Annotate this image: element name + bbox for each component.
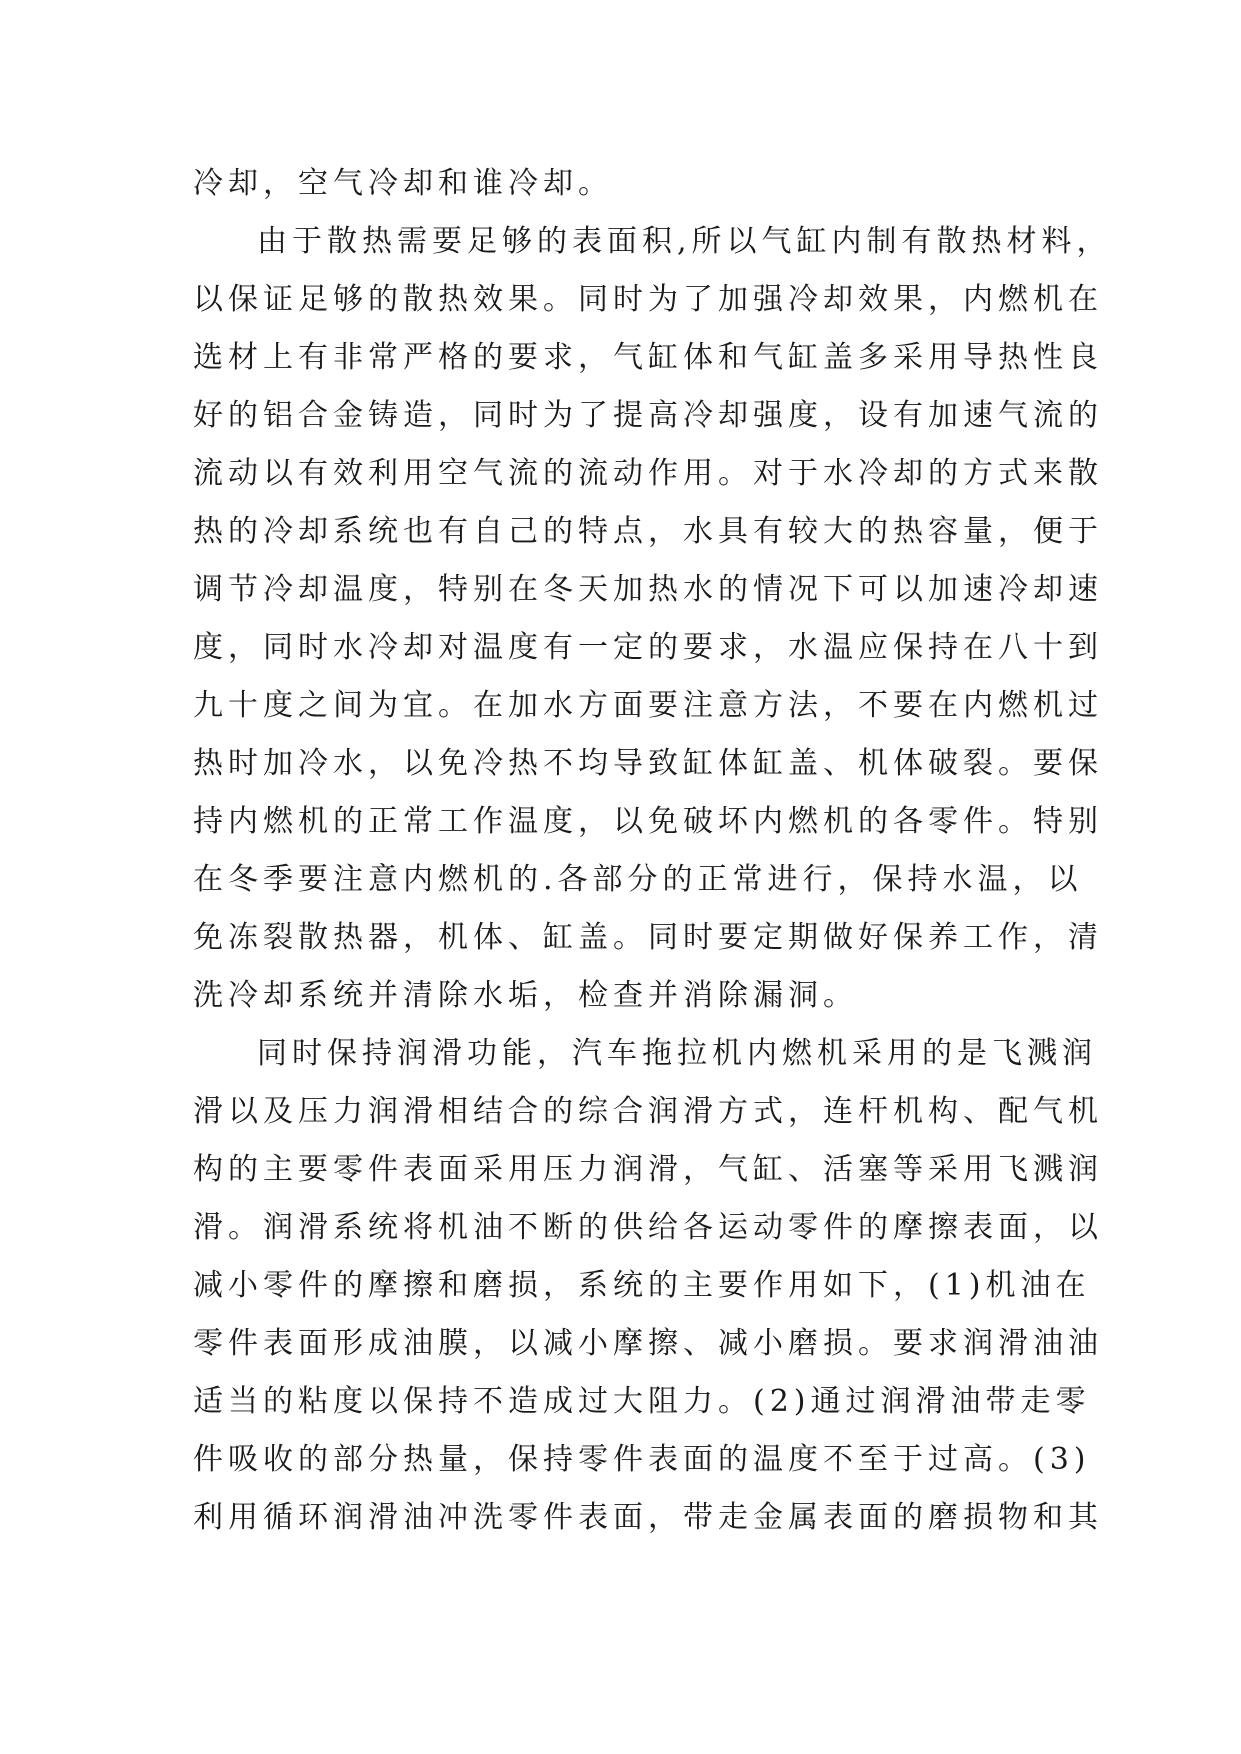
text-line: 利用循环润滑油冲洗零件表面，带走金属表面的磨损物和其 (193, 1500, 1103, 1535)
text-line: 调节冷却温度，特别在冬天加热水的情况下可以加速冷却速 (193, 572, 1103, 607)
text-line: 好的铝合金铸造，同时为了提高冷却强度，设有加速气流的 (193, 398, 1103, 433)
text-line: 零件表面形成油膜，以减小摩擦、减小磨损。要求润滑油油 (193, 1326, 1103, 1361)
text-line: 热的冷却系统也有自己的特点，水具有较大的热容量，便于 (193, 514, 1103, 549)
text-line: 选材上有非常严格的要求，气缸体和气缸盖多采用导热性良 (193, 340, 1103, 375)
text-line: 件吸收的部分热量，保持零件表面的温度不至于过高。(3) (193, 1442, 1091, 1477)
paragraph-first-line: 由于散热需要足够的表面积,所以气缸内制有散热材料， (257, 224, 1112, 259)
text-line: 滑。润滑系统将机油不断的供给各运动零件的摩擦表面，以 (193, 1210, 1103, 1245)
text-line: 热时加冷水，以免冷热不均导致缸体缸盖、机体破裂。要保 (193, 746, 1103, 781)
text-line: 构的主要零件表面采用压力润滑，气缸、活塞等采用飞溅润 (193, 1152, 1103, 1187)
body-text (193, 155, 1112, 1547)
text-line: 以保证足够的散热效果。同时为了加强冷却效果，内燃机在 (193, 282, 1103, 317)
paragraph-first-line: 同时保持润滑功能，汽车拖拉机内燃机采用的是飞溅润 (257, 1036, 1097, 1071)
text-line: 洗冷却系统并清除水垢，检查并消除漏洞。 (193, 978, 858, 1013)
text-line: 适当的粘度以保持不造成过大阻力。(2)通过润滑油带走零 (193, 1384, 1091, 1419)
text-line: 度，同时水冷却对温度有一定的要求，水温应保持在八十到 (193, 630, 1103, 665)
text-line: 流动以有效利用空气流的流动作用。对于水冷却的方式来散 (193, 456, 1103, 491)
text-line: 滑以及压力润滑相结合的综合润滑方式，连杆机构、配气机 (193, 1094, 1103, 1129)
text-line: 在冬季要注意内燃机的.各部分的正常进行，保持水温，以 (193, 862, 1083, 897)
text-line: 持内燃机的正常工作温度，以免破坏内燃机的各零件。特别 (193, 804, 1103, 839)
text-line: 免冻裂散热器，机体、缸盖。同时要定期做好保养工作，清 (193, 920, 1103, 955)
text-line: 九十度之间为宜。在加水方面要注意方法，不要在内燃机过 (193, 688, 1103, 723)
text-line: 冷却，空气冷却和谁冷却。 (193, 166, 613, 201)
text-line: 减小零件的摩擦和磨损，系统的主要作用如下，(1)机油在 (193, 1268, 1091, 1303)
